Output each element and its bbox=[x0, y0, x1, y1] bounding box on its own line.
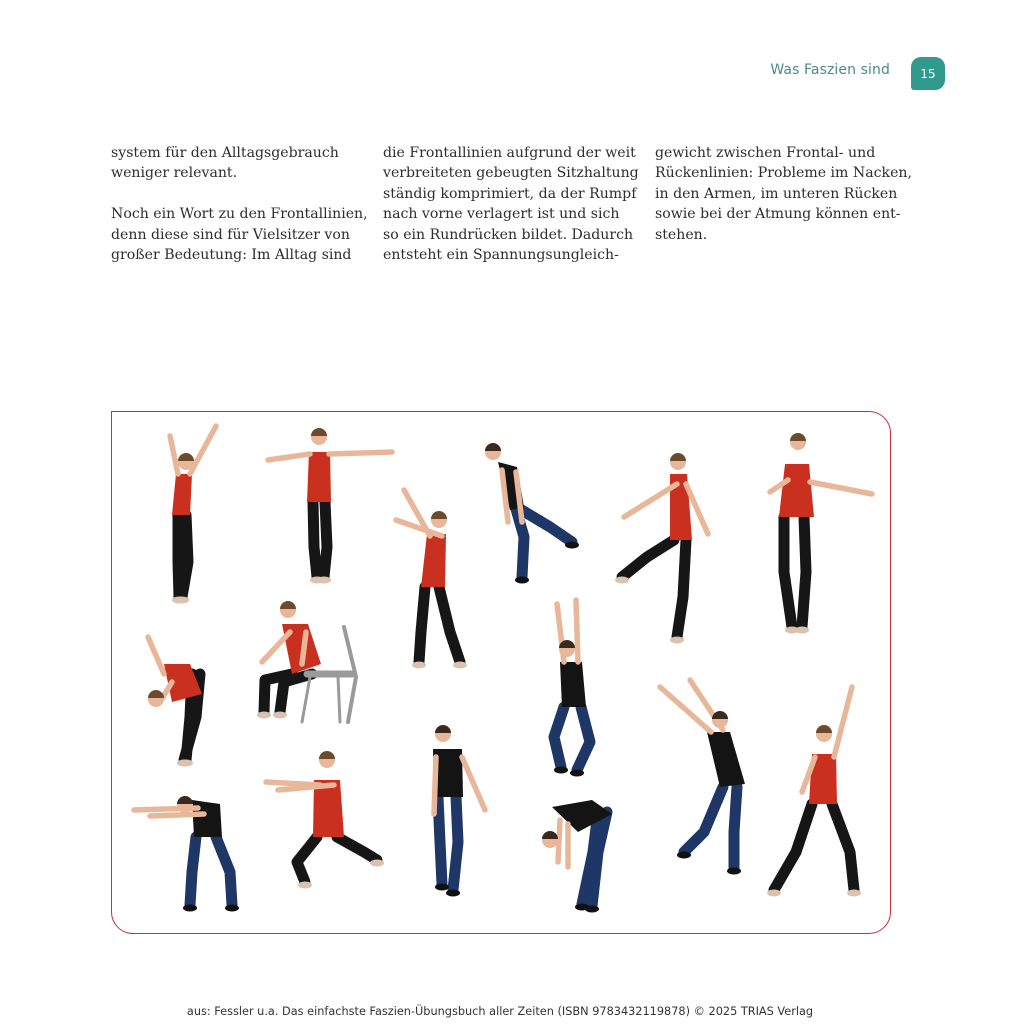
woman-side-stretch-figure bbox=[767, 687, 861, 897]
woman-kick-figure bbox=[615, 453, 708, 644]
text-line: Rückenlinien: Probleme im Nacken, bbox=[655, 165, 912, 182]
paragraph bbox=[111, 143, 361, 184]
text-column-3 bbox=[655, 143, 912, 265]
text-line: nach vorne verlagert ist und sich bbox=[383, 206, 620, 223]
text-column-2 bbox=[383, 143, 639, 286]
text-line: ständig komprimiert, da der Rumpf bbox=[383, 185, 637, 202]
woman-arms-out-figure bbox=[268, 428, 392, 584]
woman-forward-bend-figure bbox=[148, 637, 202, 767]
woman-arms-up-figure bbox=[170, 426, 216, 604]
man-side-bend-figure bbox=[660, 680, 745, 875]
text-line: in den Armen, im unteren Rücken bbox=[655, 185, 898, 202]
text-line: gewicht zwischen Frontal- und bbox=[655, 145, 876, 161]
text-line: denn diese sind für Vielsitzer von bbox=[111, 226, 350, 243]
copyright-footer: aus: Fessler u.a. Das einfachste Faszien-Übungsbuch aller Zeiten (ISBN 9783432119878) © 2025 TRIAS Verlag bbox=[186, 1005, 814, 1018]
text-line: system für den Alltagsgebrauch bbox=[111, 145, 339, 161]
text-line: weniger relevant. bbox=[111, 165, 238, 182]
text-line: stehen. bbox=[655, 226, 708, 243]
page-number-badge: 15 bbox=[911, 57, 945, 90]
man-toe-touch-figure bbox=[542, 800, 612, 913]
text-line: sowie bei der Atmung können ent- bbox=[655, 206, 901, 223]
running-head: Was Faszien sind bbox=[770, 62, 890, 78]
text-line: verbreiteten gebeugten Sitzhaltung bbox=[383, 165, 639, 182]
man-forward-reach-figure bbox=[134, 796, 239, 912]
paragraph bbox=[383, 143, 639, 265]
text-line: die Frontallinien aufgrund der weit bbox=[383, 145, 636, 161]
text-line: entsteht ein Spannungsungleich- bbox=[383, 247, 619, 264]
woman-hip-rotation-figure bbox=[770, 433, 872, 634]
woman-diagonal-reach-figure bbox=[396, 490, 467, 669]
text-line: so ein Rundrücken bildet. Dadurch bbox=[383, 226, 634, 243]
exercise-photo-collage bbox=[111, 411, 891, 934]
man-leg-back-figure bbox=[485, 443, 579, 584]
text-column-1 bbox=[111, 143, 368, 286]
exercise-figures bbox=[112, 412, 890, 933]
woman-lunge-figure bbox=[266, 751, 384, 889]
text-line: großer Bedeutung: Im Alltag sind bbox=[111, 247, 352, 264]
man-arms-overhead-figure bbox=[554, 600, 590, 777]
paragraph bbox=[111, 204, 368, 265]
woman-seated-stretch-figure bbox=[257, 601, 321, 719]
text-line: Noch ein Wort zu den Frontallinien, bbox=[111, 206, 368, 223]
man-standing-figure bbox=[433, 725, 485, 897]
paragraph bbox=[655, 143, 912, 245]
